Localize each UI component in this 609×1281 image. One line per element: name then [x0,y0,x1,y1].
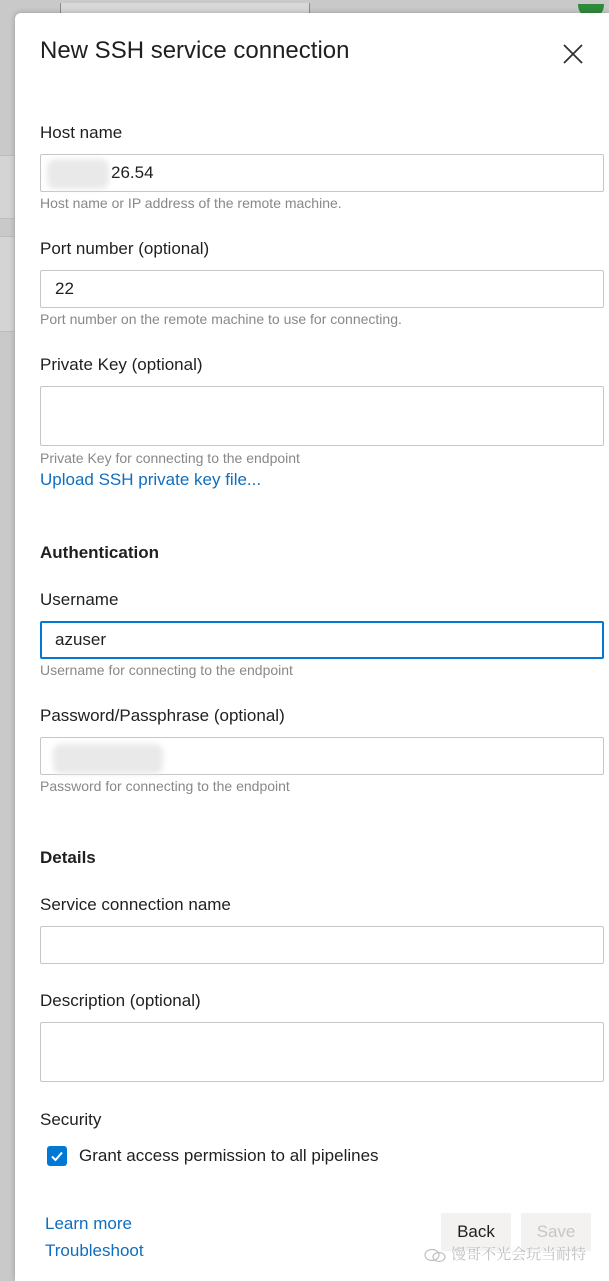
host-name-value: 26.54 [111,163,154,182]
learn-more-link[interactable]: Learn more [45,1214,132,1233]
checkmark-icon [49,1148,65,1164]
watermark-text: 馒哥不光会玩当耐特 [451,1246,587,1263]
background-row [0,155,14,219]
username-label: Username [40,590,119,609]
back-button[interactable]: Back [441,1213,511,1251]
save-button[interactable]: Save [521,1213,591,1251]
troubleshoot-link[interactable]: Troubleshoot [45,1241,144,1260]
service-connection-name-input[interactable] [40,926,604,964]
ssh-service-connection-panel [15,13,609,1281]
background-row [0,236,14,332]
grant-access-label: Grant access permission to all pipelines [79,1146,379,1165]
username-hint: Username for connecting to the endpoint [40,662,293,678]
private-key-hint: Private Key for connecting to the endpoint [40,450,300,466]
panel-title: New SSH service connection [40,37,350,64]
host-name-hint: Host name or IP address of the remote machine. [40,195,342,211]
close-icon[interactable] [560,41,586,67]
wechat-icon [423,1247,447,1263]
port-number-label: Port number (optional) [40,239,210,258]
port-number-input[interactable]: 22 [40,270,604,308]
host-name-input[interactable] [40,154,604,192]
redacted-blur [47,159,109,189]
details-heading: Details [40,848,96,867]
username-input[interactable]: azuser [40,621,604,659]
password-label: Password/Passphrase (optional) [40,706,285,725]
security-heading: Security [40,1110,102,1129]
host-name-label: Host name [40,123,123,142]
grant-access-checkbox[interactable] [47,1146,67,1166]
private-key-textarea[interactable] [40,386,604,446]
port-number-hint: Port number on the remote machine to use for connecting. [40,311,402,327]
watermark [423,1243,586,1264]
private-key-label: Private Key (optional) [40,355,203,374]
password-input[interactable] [40,737,604,775]
description-textarea[interactable] [40,1022,604,1082]
redacted-blur [53,744,163,774]
password-hint: Password for connecting to the endpoint [40,778,290,794]
description-label: Description (optional) [40,991,201,1010]
authentication-heading: Authentication [40,543,159,562]
service-connection-name-label: Service connection name [40,895,231,914]
upload-ssh-key-link[interactable]: Upload SSH private key file... [40,470,262,489]
